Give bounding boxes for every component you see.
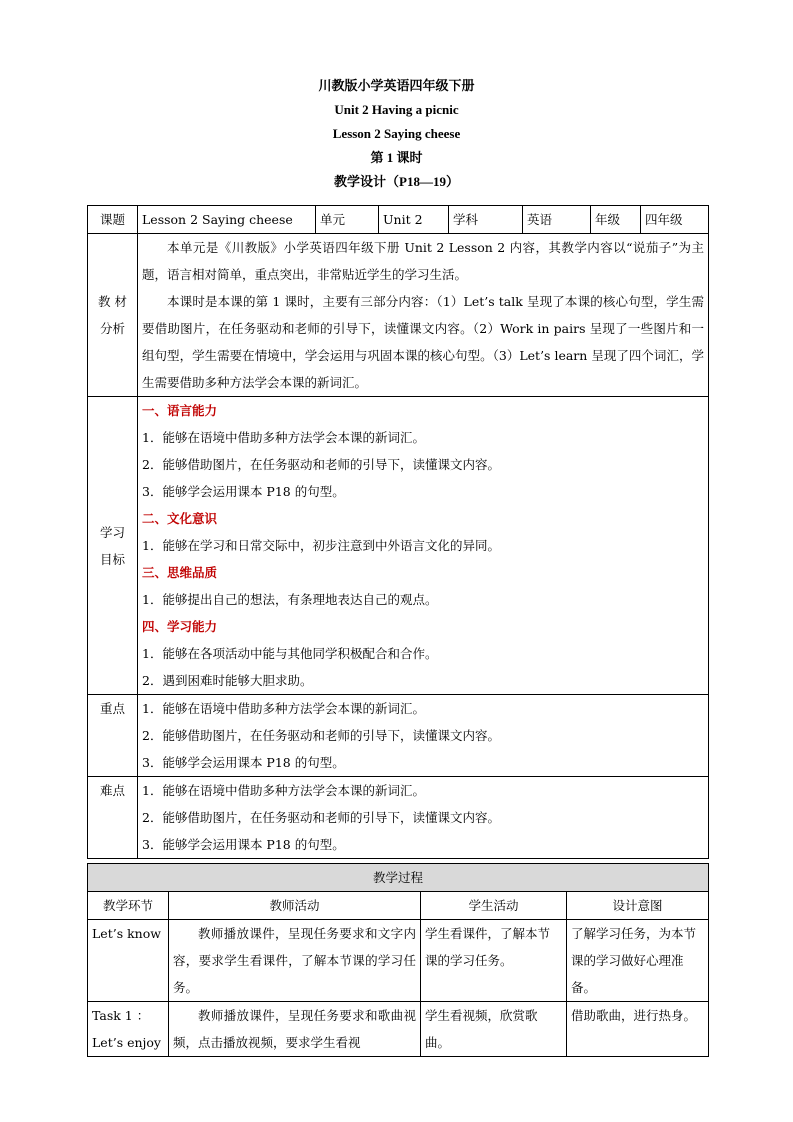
analysis-paragraph-1: 本单元是《川教版》小学英语四年级下册 Unit 2 Lesson 2 内容，其教学内容以“说茄子”为主题，语言相对简单，重点突出，非常贴近学生的学习生活。 bbox=[142, 240, 704, 282]
student-activity-cell: 学生看课件，了解本节课的学习任务。 bbox=[421, 920, 567, 1002]
goals-content bbox=[138, 397, 709, 695]
design-intent-cell: 借助歌曲，进行热身。 bbox=[567, 1002, 709, 1057]
difficult-point-item: 1．能够在语境中借助多种方法学会本课的新词汇。 bbox=[142, 783, 425, 798]
unit-title: Unit 2 Having a picnic bbox=[334, 102, 459, 117]
goal-item: 1．能够提出自己的想法，有条理地表达自己的观点。 bbox=[142, 592, 438, 607]
header-teacher: 教师活动 bbox=[169, 892, 421, 920]
goals-section-learning: 四、学习能力 bbox=[142, 619, 218, 634]
process-header-row bbox=[88, 892, 709, 920]
period-title: 第 1 课时 bbox=[370, 150, 423, 165]
goals-label: 学习 目标 bbox=[88, 397, 138, 695]
grade-value: 四年级 bbox=[641, 206, 709, 234]
goal-item: 2．能够借助图片，在任务驱动和老师的引导下，读懂课文内容。 bbox=[142, 457, 500, 472]
teacher-activity-cell: 教师播放课件，呈现任务要求和文字内容，要求学生看课件，了解本节课的学习任务。 bbox=[169, 920, 421, 1002]
difficult-points-content bbox=[138, 777, 709, 859]
goals-row bbox=[88, 397, 709, 695]
header-student: 学生活动 bbox=[421, 892, 567, 920]
process-title: 教学过程 bbox=[88, 864, 709, 892]
goals-section-language: 一、语言能力 bbox=[142, 403, 218, 418]
teacher-activity-cell: 教师播放课件，呈现任务要求和歌曲视频，点击播放视频，要求学生看视 bbox=[169, 1002, 421, 1057]
difficult-point-item: 3．能够学会运用课本 P18 的句型。 bbox=[142, 837, 345, 852]
header-stage: 教学环节 bbox=[88, 892, 169, 920]
key-point-item: 2．能够借助图片，在任务驱动和老师的引导下，读懂课文内容。 bbox=[142, 728, 500, 743]
difficult-point-item: 2．能够借助图片，在任务驱动和老师的引导下，读懂课文内容。 bbox=[142, 810, 500, 825]
design-intent-cell: 了解学习任务，为本节课的学习做好心理准备。 bbox=[567, 920, 709, 1002]
book-title: 川教版小学英语四年级下册 bbox=[318, 78, 475, 93]
info-row bbox=[88, 206, 709, 234]
key-points-content bbox=[138, 695, 709, 777]
analysis-label: 教 材 分析 bbox=[88, 234, 138, 397]
subject-value: 英语 bbox=[523, 206, 591, 234]
student-activity-cell: 学生看视频，欣赏歌曲。 bbox=[421, 1002, 567, 1057]
teaching-process-table bbox=[87, 863, 709, 1057]
lesson-title: Lesson 2 Saying cheese bbox=[332, 126, 461, 141]
difficult-points-label: 难点 bbox=[88, 777, 138, 859]
topic-label: 课题 bbox=[88, 206, 138, 234]
goal-item: 3．能够学会运用课本 P18 的句型。 bbox=[142, 484, 345, 499]
subject-label: 学科 bbox=[449, 206, 523, 234]
goal-item: 1．能够在学习和日常交际中，初步注意到中外语言文化的异同。 bbox=[142, 538, 500, 553]
design-title: 教学设计（P18—19） bbox=[334, 174, 459, 189]
process-row bbox=[88, 920, 709, 1002]
header-intent: 设计意图 bbox=[567, 892, 709, 920]
difficult-points-row bbox=[88, 777, 709, 859]
goals-section-thinking: 三、思维品质 bbox=[142, 565, 218, 580]
lesson-info-table bbox=[87, 205, 709, 859]
document-titles bbox=[0, 74, 793, 194]
stage-cell: Let’s know bbox=[88, 920, 169, 1002]
key-point-item: 1．能够在语境中借助多种方法学会本课的新词汇。 bbox=[142, 701, 425, 716]
analysis-row bbox=[88, 234, 709, 397]
analysis-content bbox=[138, 234, 709, 397]
goals-section-culture: 二、文化意识 bbox=[142, 511, 218, 526]
goal-item: 1．能够在各项活动中能与其他同学积极配合和合作。 bbox=[142, 646, 438, 661]
unit-label: 单元 bbox=[316, 206, 379, 234]
key-point-item: 3．能够学会运用课本 P18 的句型。 bbox=[142, 755, 345, 770]
stage-cell: Task 1 ： Let’s enjoy bbox=[88, 1002, 169, 1057]
grade-label: 年级 bbox=[591, 206, 641, 234]
analysis-paragraph-2: 本课时是本课的第 1 课时，主要有三部分内容：（1）Let’s talk 呈现了本课的核心句型，学生需要借助图片，在任务驱动和老师的引导下，读懂课文内容。（2）Work in pairs 呈现了一些图片和一组句型，学生需要在情境中，学会运用与巩固本课的核心句型。（3）Let’s learn 呈现了四个词汇，学生需要借助多种方法学会本课的新词汇。 bbox=[142, 294, 704, 390]
process-row bbox=[88, 1002, 709, 1057]
process-title-row bbox=[88, 864, 709, 892]
key-points-row bbox=[88, 695, 709, 777]
key-points-label: 重点 bbox=[88, 695, 138, 777]
goal-item: 2．遇到困难时能够大胆求助。 bbox=[142, 673, 313, 688]
unit-value: Unit 2 bbox=[379, 206, 449, 234]
goal-item: 1．能够在语境中借助多种方法学会本课的新词汇。 bbox=[142, 430, 425, 445]
topic-value: Lesson 2 Saying cheese bbox=[138, 206, 316, 234]
